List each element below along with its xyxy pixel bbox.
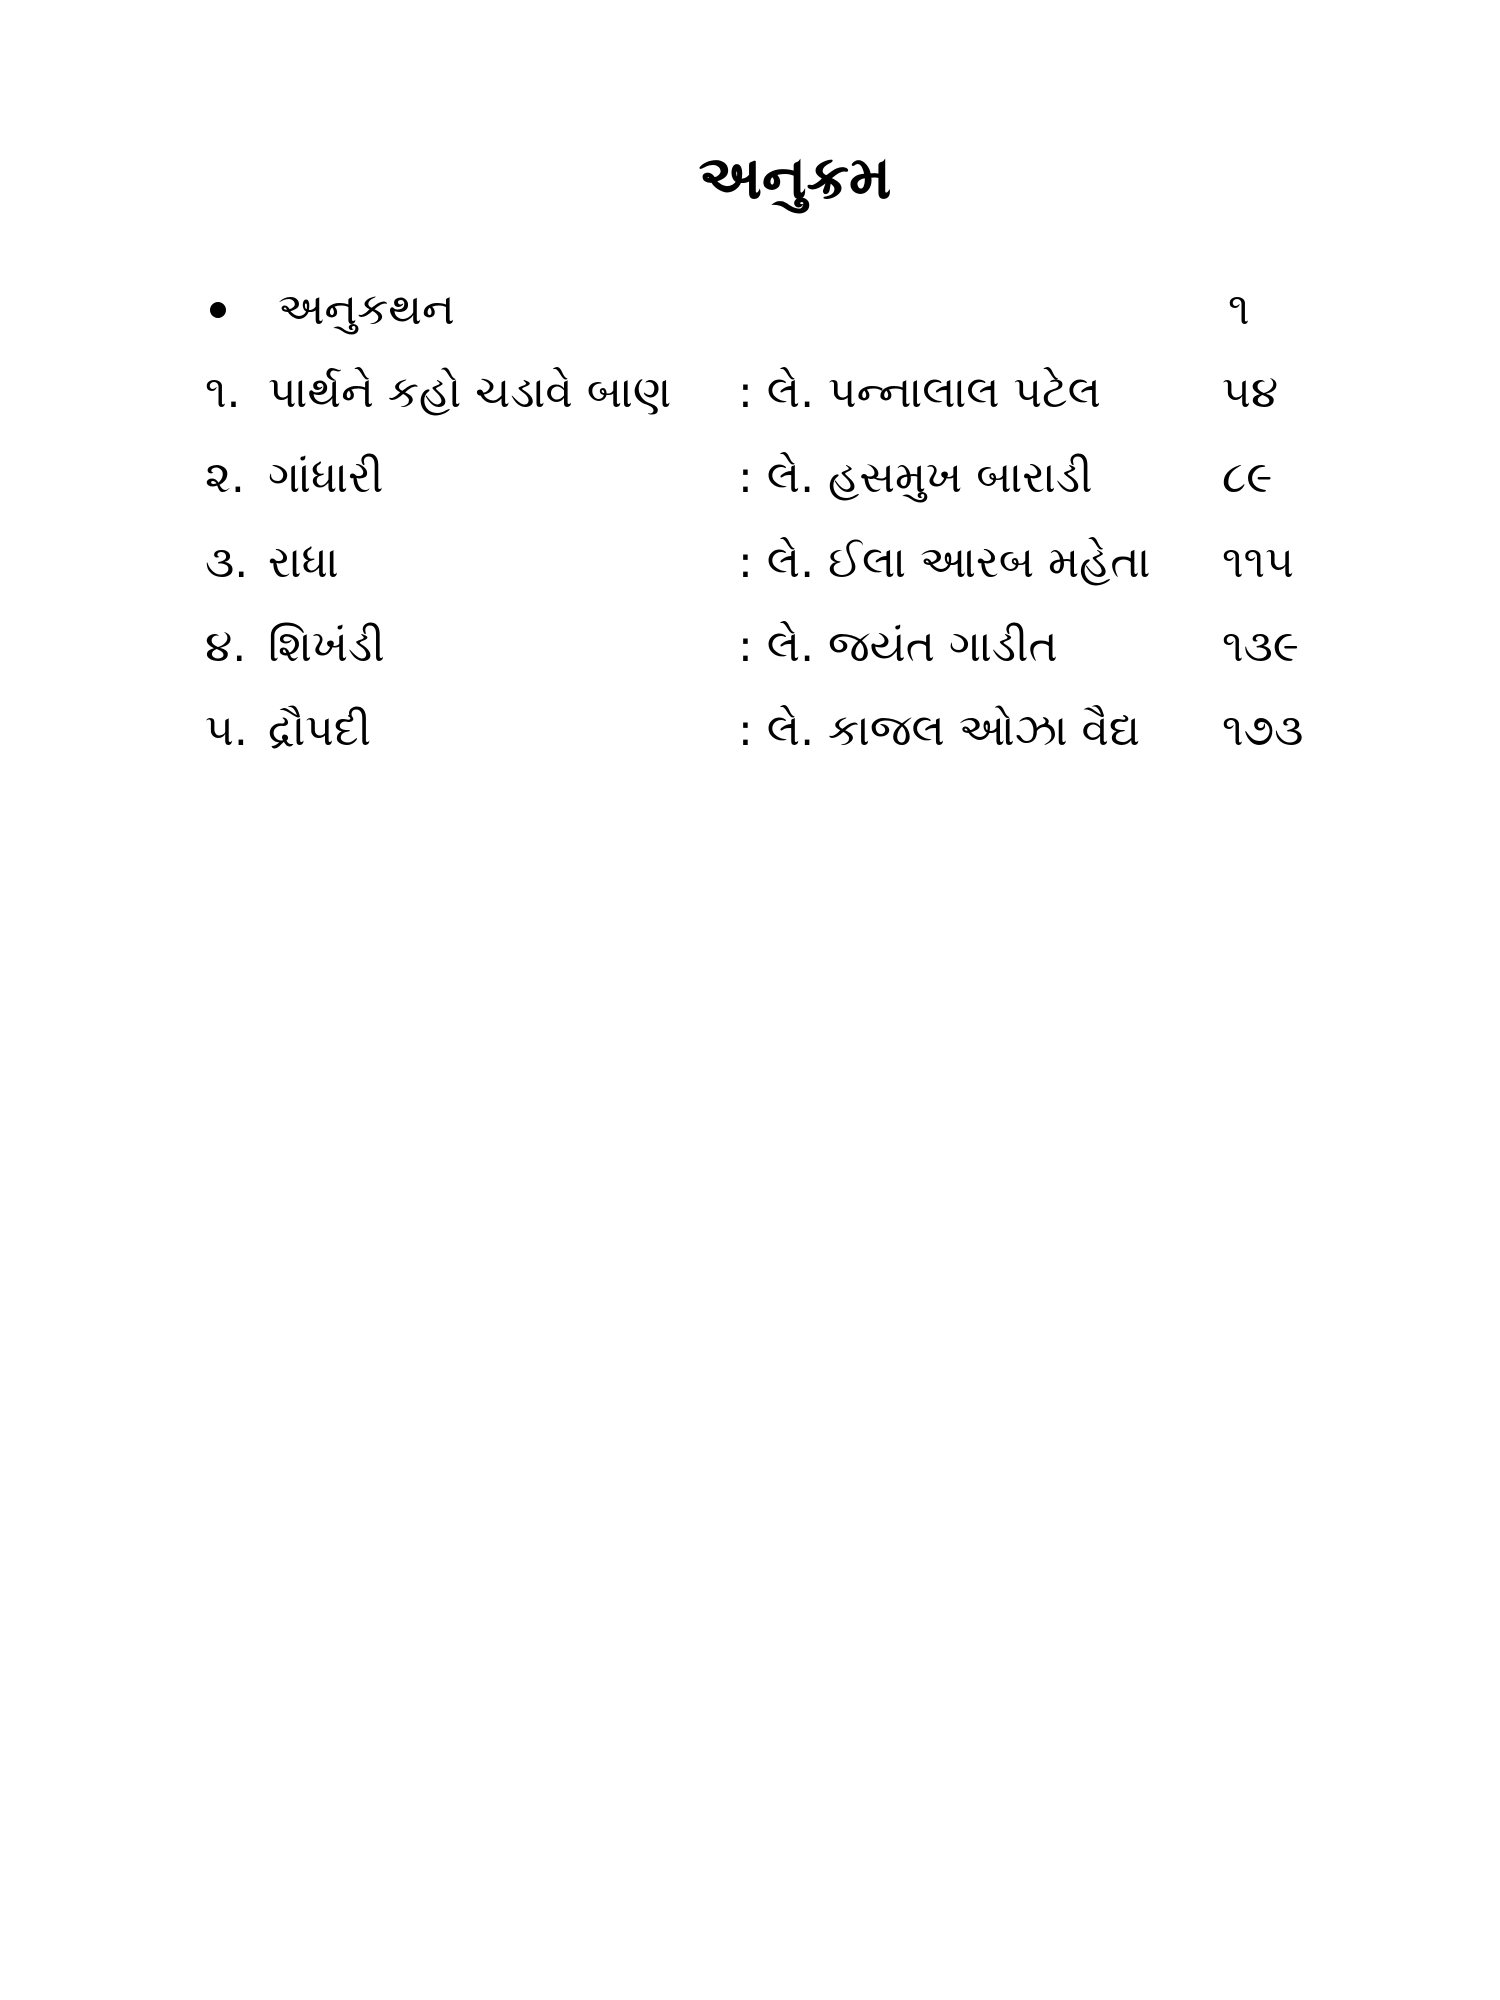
toc-entry-number: ૪.	[205, 621, 247, 672]
toc-intro-title: અનુકથન	[278, 284, 455, 335]
toc-page-number: ૮૯	[1222, 452, 1273, 503]
toc-entry-title: ગાંધારી	[268, 452, 384, 503]
toc-entry-number: ૨.	[205, 452, 245, 503]
toc-entry-author: : લે. હસમુખ બારાડી	[738, 452, 1093, 503]
toc-page-number: ૧	[1228, 284, 1250, 335]
toc-entry-number: ૫.	[205, 705, 248, 756]
toc-entry-title: દ્રૌપદી	[268, 705, 372, 756]
toc-page-number: ૫૪	[1222, 367, 1279, 418]
toc-entry-author: : લે. કાજલ ઓઝા વૈદ્ય	[738, 705, 1141, 756]
toc-entry-author: : લે. પન્નાલાલ પટેલ	[738, 367, 1101, 418]
bullet-icon	[210, 302, 226, 318]
toc-page-number: ૧૧૫	[1222, 537, 1295, 588]
toc-entry-row[interactable]	[0, 358, 1500, 428]
toc-intro-row[interactable]	[0, 275, 1500, 345]
toc-entry-title: પાર્થને કહો ચડાવે બાણ	[268, 367, 672, 418]
toc-entry-author: : લે. ઈલા આરબ મહેતા	[738, 537, 1151, 588]
toc-entry-row[interactable]	[0, 612, 1500, 682]
toc-entry-row[interactable]	[0, 696, 1500, 766]
toc-entry-number: ૩.	[205, 537, 249, 588]
toc-page-number: ૧૭૩	[1222, 705, 1304, 756]
toc-entry-title: રાધા	[268, 537, 339, 588]
toc-entry-row[interactable]	[0, 443, 1500, 513]
page-title: અનુક્રમ	[698, 143, 892, 213]
toc-entry-author: : લે. જયંત ગાડીત	[738, 621, 1058, 672]
toc-entry-number: ૧.	[205, 367, 241, 418]
toc-page-number: ૧૩૯	[1222, 621, 1299, 672]
toc-entry-title: શિખંડી	[268, 621, 385, 672]
toc-entry-row[interactable]	[0, 528, 1500, 598]
